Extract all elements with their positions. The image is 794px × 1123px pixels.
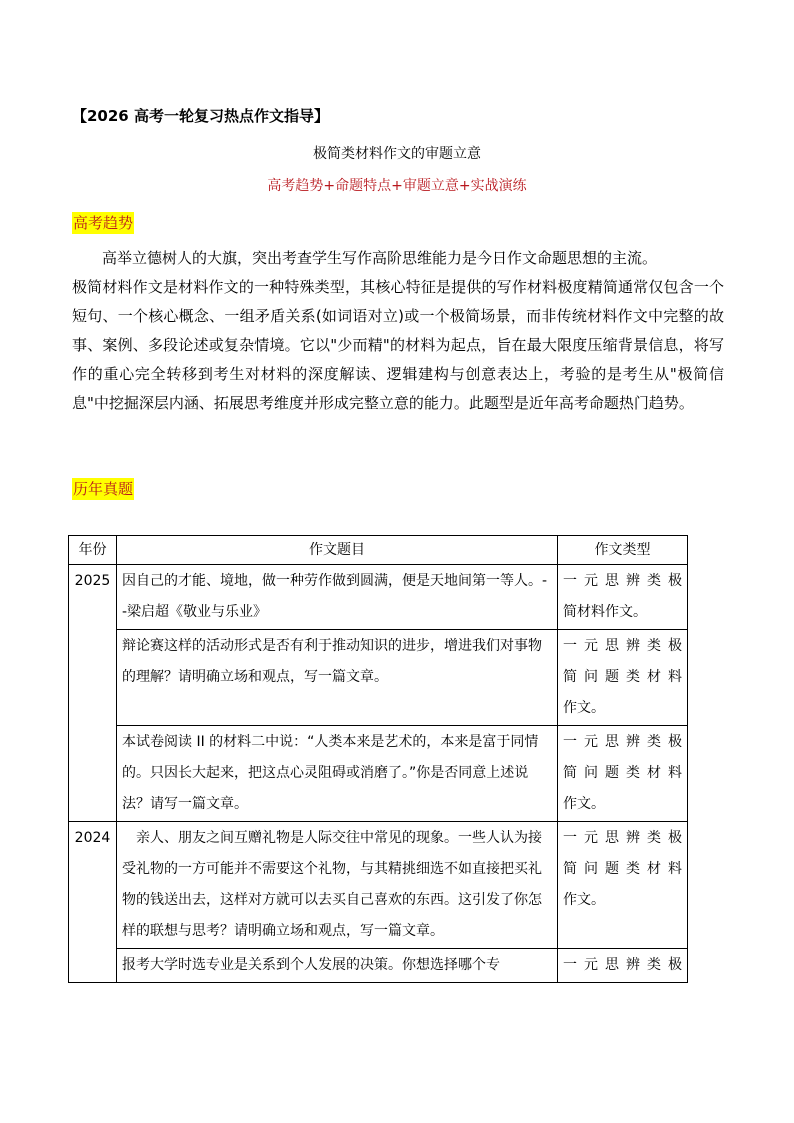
year-cell: 2025: [69, 565, 117, 822]
topic-cell: [117, 822, 558, 949]
year-cell: 2024: [69, 822, 117, 983]
table-row: [69, 726, 688, 822]
trend-paragraph-1: 高举立德树人的大旗，突出考查学生写作高阶思维能力是今日作文命题思想的主流。: [102, 249, 658, 267]
table-row: [69, 949, 688, 983]
type-line: 简问题类材料: [563, 861, 682, 877]
type-line: 一元思辨类极: [563, 573, 682, 589]
type-line: 作文。: [563, 796, 605, 812]
past-exam-table: [68, 535, 688, 983]
type-line: 简问题类材料: [563, 765, 682, 781]
type-cell: [558, 949, 688, 983]
table-row: [69, 630, 688, 726]
trend-paragraphs: [72, 244, 724, 418]
topic-text: 亲人、朋友之间互赠礼物是人际交往中常见的现象。一些人认为接受礼物的一方可能并不需要这个礼物，与其精挑细选不如直接把买礼物的钱送出去，这样对方就可以去买自己喜欢的东西。这引发了你怎样的联想与思考？请明确立场和观点，写一篇文章。: [122, 830, 542, 939]
column-header-year: 年份: [69, 536, 117, 565]
topic-cell: 因自己的才能、境地，做一种劳作做到圆满，便是天地间第一等人。--梁启超《敬业与乐业》: [117, 565, 558, 630]
document-subtitle: 高考趋势+命题特点+审题立意+实战演练: [267, 178, 527, 194]
type-line: 简问题类材料: [563, 669, 682, 685]
type-cell: [558, 565, 688, 630]
table-header-row: [69, 536, 688, 565]
document-title: 极简类材料作文的审题立意: [313, 146, 481, 162]
type-line: 一元思辨类极: [563, 638, 682, 654]
topic-cell: 报考大学时选专业是关系到个人发展的决策。你想选择哪个专: [117, 949, 558, 983]
section-heading-past-exams: 历年真题: [73, 480, 134, 498]
type-line: 一元思辨类极: [563, 734, 682, 750]
column-header-topic: 作文题目: [117, 536, 558, 565]
table-row: [69, 822, 688, 949]
table-row: [69, 565, 688, 630]
type-cell: [558, 822, 688, 949]
column-header-type: 作文类型: [558, 536, 688, 565]
type-line: 一元思辨类极: [563, 957, 682, 973]
type-line: 作文。: [563, 892, 605, 908]
type-line: 简材料作文。: [563, 604, 647, 620]
topic-cell: 本试卷阅读 II 的材料二中说：“人类本来是艺术的，本来是富于同情的。只因长大起来，把这点心灵阻碍或消磨了。”你是否同意上述说法？请写一篇文章。: [117, 726, 558, 822]
document-header: 【2026 高考一轮复习热点作文指导】: [72, 107, 329, 125]
type-cell: [558, 630, 688, 726]
type-line: 一元思辨类极: [563, 830, 682, 846]
topic-cell: 辩论赛这样的活动形式是否有利于推动知识的进步，增进我们对事物的理解？请明确立场和观点，写一篇文章。: [117, 630, 558, 726]
type-line: 作文。: [563, 700, 605, 716]
type-cell: [558, 726, 688, 822]
trend-paragraph-2: 极简材料作文是材料作文的一种特殊类型，其核心特征是提供的写作材料极度精简通常仅包含一个短句、一个核心概念、一组矛盾关系(如词语对立)或一个极简场景，而非传统材料作文中完整的故事、案例、多段论述或复杂情境。它以"少而精"的材料为起点，旨在最大限度压缩背景信息，将写作的重心完全转移到考生对材料的深度解读、逻辑建构与创意表达上，考验的是考生从"极简信息"中挖掘深层内涵、拓展思考维度并形成完整立意的能力。此题型是近年高考命题热门趋势。: [72, 278, 724, 412]
section-heading-trend: 高考趋势: [73, 214, 134, 232]
